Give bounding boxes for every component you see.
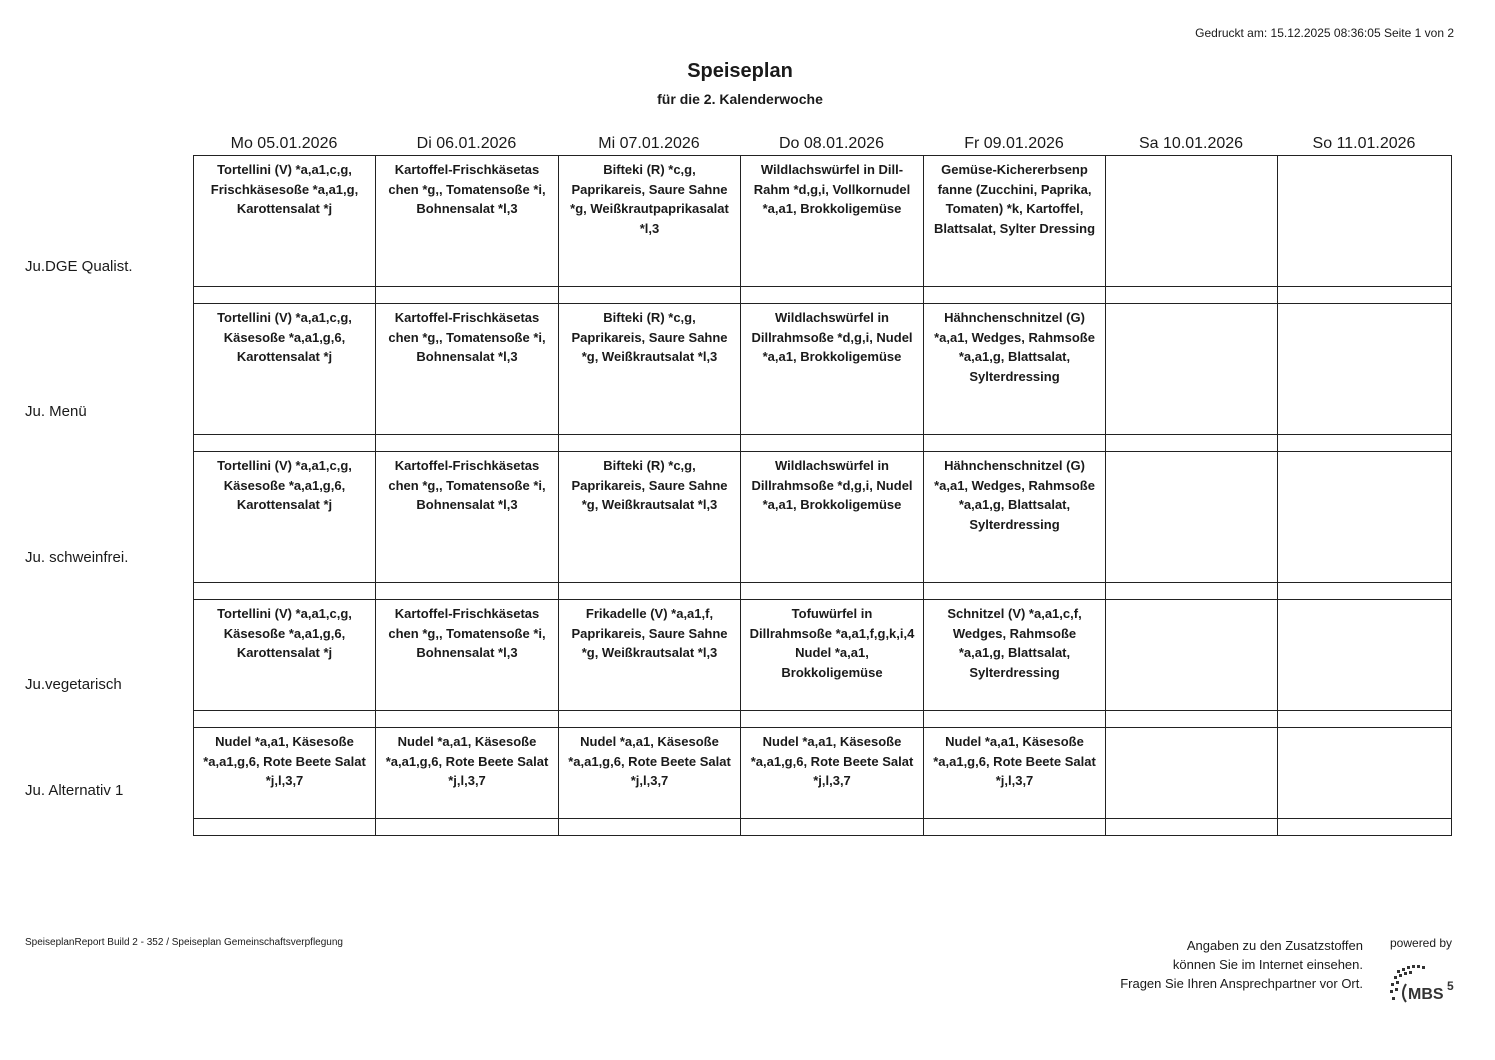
menu-cell: Hähnchenschnitzel (G) *a,a1, Wedges, Rahmsoße *a,a1,g, Blattsalat, Sylterdressing [924,452,1106,582]
additives-note-line1: Angaben zu den Zusatzstoffen [1186,938,1363,953]
spacer-cell [741,819,924,835]
spacer-cell [559,583,741,599]
menu-cell: Nudel *a,a1, Käsesoße *a,a1,g,6, Rote Beete Salat *j,l,3,7 [924,728,1106,818]
spacer-cell [376,711,559,727]
mbs-logo-sup: 5 [1447,979,1454,993]
print-timestamp: Gedruckt am: 15.12.2025 08:36:05 Seite 1 von 2 [1195,26,1454,40]
menu-cell: Schnitzel (V) *a,a1,c,f, Wedges, Rahmsoße *a,a1,g, Blattsalat, Sylterdressing [924,600,1106,710]
spacer-cell [741,287,924,303]
spacer-cell [559,819,741,835]
day-header: Mi 07.01.2026 [598,135,700,152]
spacer-cell [1278,435,1452,451]
menu-cell [1106,304,1278,434]
menu-cell [1106,600,1278,710]
menu-cell: Bifteki (R) *c,g, Paprikareis, Saure Sahne *g, Weißkrautsalat *l,3 [559,304,741,434]
menu-row [193,304,1452,435]
menu-table [193,155,1452,836]
row-label: Ju.vegetarisch [25,676,122,693]
day-header: Do 08.01.2026 [779,135,884,152]
powered-by-label: powered by [1390,936,1453,950]
spacer-cell [194,819,376,835]
spacer-cell [194,711,376,727]
spacer-cell [1106,711,1278,727]
menu-row [193,452,1452,583]
spacer-cell [741,435,924,451]
row-label: Ju. Alternativ 1 [25,782,124,799]
day-header: Di 06.01.2026 [416,135,517,152]
menu-cell: Kartoffel-Frischkäsetas chen *g,, Tomatensoße *i, Bohnensalat *l,3 [376,304,559,434]
menu-cell: Kartoffel-Frischkäsetas chen *g,, Tomatensoße *i, Bohnensalat *l,3 [376,600,559,710]
menu-cell: Wildlachswürfel in Dillrahmsoße *d,g,i, Nudel *a,a1, Brokkoligemüse [741,452,924,582]
menu-cell: Tortellini (V) *a,a1,c,g, Käsesoße *a,a1,g,6, Karottensalat *j [194,304,376,434]
spacer-cell [1106,583,1278,599]
page-subtitle: für die 2. Kalenderwoche [657,91,823,107]
menu-cell: Tofuwürfel in Dillrahmsoße *a,a1,f,g,k,i,4 Nudel *a,a1, Brokkoligemüse [741,600,924,710]
spacer-cell [559,711,741,727]
additives-note-line3: Fragen Sie Ihren Ansprechpartner vor Ort. [1120,976,1363,991]
row-label: Ju. schweinfrei. [25,549,129,566]
spacer-cell [924,819,1106,835]
spacer-cell [1278,819,1452,835]
menu-cell: Nudel *a,a1, Käsesoße *a,a1,g,6, Rote Beete Salat *j,l,3,7 [559,728,741,818]
spacer-cell [924,583,1106,599]
spacer-cell [1278,711,1452,727]
mbs-logo [1386,962,1462,1008]
spacer-cell [924,435,1106,451]
spacer-cell [1278,287,1452,303]
row-spacer [193,819,1452,836]
menu-cell: Nudel *a,a1, Käsesoße *a,a1,g,6, Rote Beete Salat *j,l,3,7 [376,728,559,818]
report-footer: SpeiseplanReport Build 2 - 352 / Speiseplan Gemeinschaftsverpflegung [25,937,343,948]
spacer-cell [559,435,741,451]
menu-cell: Tortellini (V) *a,a1,c,g, Käsesoße *a,a1,g,6, Karottensalat *j [194,452,376,582]
menu-cell [1278,728,1452,818]
mbs-logo-text: MBS [1408,986,1444,1003]
spacer-cell [924,287,1106,303]
row-spacer [193,435,1452,452]
menu-cell [1278,600,1452,710]
spacer-cell [376,287,559,303]
spacer-cell [376,435,559,451]
menu-cell: Frikadelle (V) *a,a1,f, Paprikareis, Saure Sahne *g, Weißkrautsalat *l,3 [559,600,741,710]
menu-cell: Wildlachswürfel in Dillrahmsoße *d,g,i, Nudel *a,a1, Brokkoligemüse [741,304,924,434]
spacer-cell [559,287,741,303]
day-header-row [193,135,1453,153]
spacer-cell [1106,819,1278,835]
spacer-cell [194,287,376,303]
menu-cell [1106,452,1278,582]
menu-cell: Nudel *a,a1, Käsesoße *a,a1,g,6, Rote Beete Salat *j,l,3,7 [741,728,924,818]
spacer-cell [194,435,376,451]
additives-note [1060,936,1363,993]
spacer-cell [376,583,559,599]
menu-cell: Kartoffel-Frischkäsetas chen *g,, Tomatensoße *i, Bohnensalat *l,3 [376,452,559,582]
menu-cell: Tortellini (V) *a,a1,c,g, Käsesoße *a,a1,g,6, Karottensalat *j [194,600,376,710]
menu-cell [1278,452,1452,582]
spacer-cell [194,583,376,599]
menu-cell: Wildlachswürfel in Dill-Rahm *d,g,i, Vollkornudel *a,a1, Brokkoligemüse [741,156,924,286]
row-spacer [193,287,1452,304]
menu-row [193,600,1452,711]
menu-row [193,728,1452,819]
spacer-cell [376,819,559,835]
menu-cell [1106,156,1278,286]
menu-cell: Gemüse-Kichererbsenp fanne (Zucchini, Paprika, Tomaten) *k, Kartoffel, Blattsalat, Sylter Dressing [924,156,1106,286]
menu-cell [1106,728,1278,818]
spacer-cell [1106,435,1278,451]
page-title: Speiseplan [687,60,793,82]
menu-cell: Tortellini (V) *a,a1,c,g, Frischkäsesoße *a,a1,g, Karottensalat *j [194,156,376,286]
menu-cell [1278,304,1452,434]
row-spacer [193,711,1452,728]
day-header: Mo 05.01.2026 [230,135,338,152]
row-spacer [193,583,1452,600]
menu-cell: Bifteki (R) *c,g, Paprikareis, Saure Sahne *g, Weißkrautsalat *l,3 [559,452,741,582]
spacer-cell [1278,583,1452,599]
spacer-cell [924,711,1106,727]
menu-cell: Kartoffel-Frischkäsetas chen *g,, Tomatensoße *i, Bohnensalat *l,3 [376,156,559,286]
menu-cell: Bifteki (R) *c,g, Paprikareis, Saure Sahne *g, Weißkrautpaprikasalat *l,3 [559,156,741,286]
day-header: Fr 09.01.2026 [964,135,1064,152]
menu-cell: Nudel *a,a1, Käsesoße *a,a1,g,6, Rote Beete Salat *j,l,3,7 [194,728,376,818]
menu-row [193,156,1452,287]
spacer-cell [741,711,924,727]
spacer-cell [741,583,924,599]
additives-note-line2: können Sie im Internet einsehen. [1172,957,1363,972]
menu-cell [1278,156,1452,286]
day-header: Sa 10.01.2026 [1138,135,1244,152]
row-label: Ju. Menü [25,403,87,420]
row-label: Ju.DGE Qualist. [25,258,133,275]
day-header: So 11.01.2026 [1312,135,1416,152]
menu-cell: Hähnchenschnitzel (G) *a,a1, Wedges, Rahmsoße *a,a1,g, Blattsalat, Sylterdressing [924,304,1106,434]
spacer-cell [1106,287,1278,303]
